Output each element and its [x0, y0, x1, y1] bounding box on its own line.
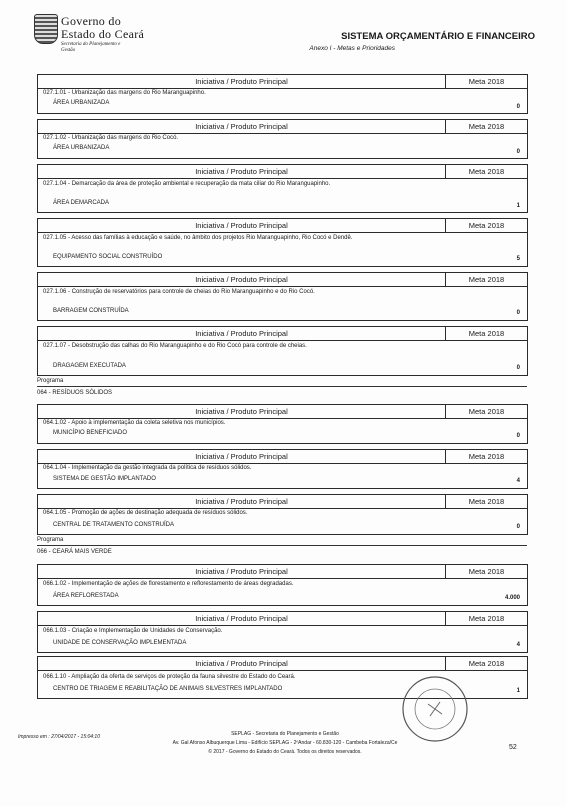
initiative-block [37, 611, 528, 653]
header-initiative: Iniciativa / Produto Principal [38, 612, 446, 625]
org-subtitle: Secretaria do Planejamento e Gestão [61, 42, 121, 53]
initiative-text: 066.1.02 - Implementação de ações de florestamento e reflorestamento de áreas degradadas. [43, 581, 294, 587]
block-header [38, 165, 527, 179]
initiative-block [37, 164, 528, 213]
meta-value: 0 [516, 149, 520, 155]
block-header [38, 273, 527, 287]
state-crest-logo [34, 14, 58, 44]
product-name: ÁREA REFLORESTADA [53, 593, 119, 599]
footer-line1: SEPLAG - Secretaria do Planejamento e Gestão [231, 731, 339, 737]
product-name: BARRAGEM CONSTRUÍDA [53, 308, 129, 314]
initiative-text: 027.1.07 - Desobstrução das calhas do Rio Maranguapinho e do Rio Cocó para controle de cheias. [43, 343, 307, 349]
product-name: DRAGAGEM EXECUTADA [53, 363, 126, 369]
meta-value: 0 [516, 365, 520, 371]
block-header [38, 327, 527, 341]
header-meta: Meta 2018 [468, 329, 505, 338]
header-initiative: Iniciativa / Produto Principal [38, 219, 446, 232]
initiative-text: 066.1.03 - Criação e Implementação de Unidades de Conservação. [43, 628, 223, 634]
block-header [38, 219, 527, 233]
initiative-text: 066.1.10 - Ampliação da oferta de serviços de proteção da fauna silvestre do Estado do Ceará. [43, 674, 296, 680]
org-line1: Governo do [61, 14, 121, 28]
product-name: ÁREA URBANIZADA [53, 145, 110, 151]
block-header [38, 495, 527, 509]
header-initiative: Iniciativa / Produto Principal [38, 565, 446, 578]
initiative-text: 027.1.04 - Demarcação da área de proteção ambiental e recuperação da mata ciliar do Rio Maranguapinho. [43, 181, 331, 187]
block-header [38, 120, 527, 134]
program-divider [37, 545, 527, 546]
header-meta: Meta 2018 [468, 221, 505, 230]
system-title: SISTEMA ORÇAMENTÁRIO E FINANCEIRO [341, 31, 535, 42]
initiative-text: 027.1.05 - Acesso das famílias à educação e saúde, no âmbito dos projetos Rio Maranguapinho, Rio Cocó e Dendê. [43, 235, 353, 241]
block-header [38, 612, 527, 626]
program-label: Programa [37, 378, 64, 384]
header-meta: Meta 2018 [468, 275, 505, 284]
block-header [38, 405, 527, 419]
product-name: UNIDADE DE CONSERVAÇÃO IMPLEMENTADA [53, 640, 187, 646]
header-initiative: Iniciativa / Produto Principal [38, 450, 446, 463]
meta-value: 0 [516, 310, 520, 316]
initiative-text: 064.1.02 - Apoio à implementação da coleta seletiva nos municípios. [43, 420, 226, 426]
initiative-block [37, 218, 528, 267]
initiative-block [37, 119, 528, 159]
header-initiative: Iniciativa / Produto Principal [38, 657, 446, 670]
product-name: MUNICÍPIO BENEFICIADO [53, 430, 128, 436]
header-initiative: Iniciativa / Produto Principal [38, 327, 446, 340]
org-line2: Estado do Ceará [61, 27, 145, 41]
header-initiative: Iniciativa / Produto Principal [38, 75, 446, 88]
meta-value: 4.000 [504, 595, 520, 601]
initiative-block [37, 74, 528, 114]
block-header [38, 75, 527, 89]
header-initiative: Iniciativa / Produto Principal [38, 495, 446, 508]
header-meta: Meta 2018 [468, 614, 505, 623]
product-name: ÁREA URBANIZADA [53, 100, 110, 106]
initiative-text: 064.1.04 - Implementação da gestão integrada da política de resíduos sólidos. [43, 465, 252, 471]
header-meta: Meta 2018 [468, 497, 505, 506]
initiative-text: 027.1.06 - Construção de reservatórios para controle de cheias do Rio Maranguapinho e do Rio Cocó. [43, 289, 315, 295]
footer-line2: Av. Gal Afonso Albuquerque Lima - Edifício SEPLAG - 2ºAndar - 60.830-120 - Cambeba Fortaleza/Ce [172, 740, 398, 746]
printed-timestamp: Impresso em : 27/04/2017 - 15:04:10 [18, 734, 100, 740]
initiative-block [37, 272, 528, 321]
header-meta: Meta 2018 [468, 407, 505, 416]
header-meta: Meta 2018 [468, 122, 505, 131]
meta-value: 1 [516, 203, 520, 209]
block-header [38, 565, 527, 579]
program-divider [37, 386, 527, 387]
meta-value: 1 [516, 688, 520, 694]
header-meta: Meta 2018 [468, 167, 505, 176]
header-initiative: Iniciativa / Produto Principal [38, 405, 446, 418]
meta-value: 4 [516, 478, 520, 484]
block-header [38, 450, 527, 464]
block-header [38, 657, 527, 671]
footer-line3: © 2017 - Governo do Estado do Ceará. Todos os direitos reservados. [208, 749, 362, 755]
initiative-block [37, 449, 528, 489]
product-name: CENTRAL DE TRATAMENTO CONSTRUÍDA [53, 522, 175, 528]
product-name: SISTEMA DE GESTÃO IMPLANTADO [53, 476, 156, 482]
product-name: EQUIPAMENTO SOCIAL CONSTRUÍDO [53, 254, 163, 260]
header-meta: Meta 2018 [468, 659, 505, 668]
initiative-block [37, 404, 528, 444]
meta-value: 5 [516, 256, 520, 262]
header-initiative: Iniciativa / Produto Principal [38, 273, 446, 286]
initiative-text: 027.1.02 - Urbanização das margens do Rio Cocó. [43, 135, 179, 141]
initiative-block [37, 494, 528, 535]
product-name: ÁREA DEMARCADA [53, 200, 110, 206]
initiative-text: 064.1.05 - Promoção de ações de destinação adequada de resíduos sólidos. [43, 510, 248, 516]
program-name: 066 - CEARÁ MAIS VERDE [37, 549, 112, 555]
meta-value: 4 [516, 642, 520, 648]
initiative-text: 027.1.01 - Urbanização das margens do Rio Maranguapinho. [43, 90, 206, 96]
meta-value: 0 [516, 524, 520, 530]
annex-title: Anexo I - Metas e Prioridades [309, 45, 395, 52]
initiative-block [37, 564, 528, 606]
header-meta: Meta 2018 [468, 77, 505, 86]
meta-value: 0 [516, 433, 520, 439]
header-initiative: Iniciativa / Produto Principal [38, 120, 446, 133]
meta-value: 0 [516, 104, 520, 110]
product-name: CENTRO DE TRIAGEM E REABILITAÇÃO DE ANIMAIS SILVESTRES IMPLANTADO [53, 686, 283, 692]
program-name: 064 - RESÍDUOS SÓLIDOS [37, 390, 113, 396]
program-label: Programa [37, 537, 64, 543]
initiative-block [37, 326, 528, 376]
header-meta: Meta 2018 [468, 452, 505, 461]
header-meta: Meta 2018 [468, 567, 505, 576]
page-number: 52 [509, 744, 517, 751]
header-initiative: Iniciativa / Produto Principal [38, 165, 446, 178]
